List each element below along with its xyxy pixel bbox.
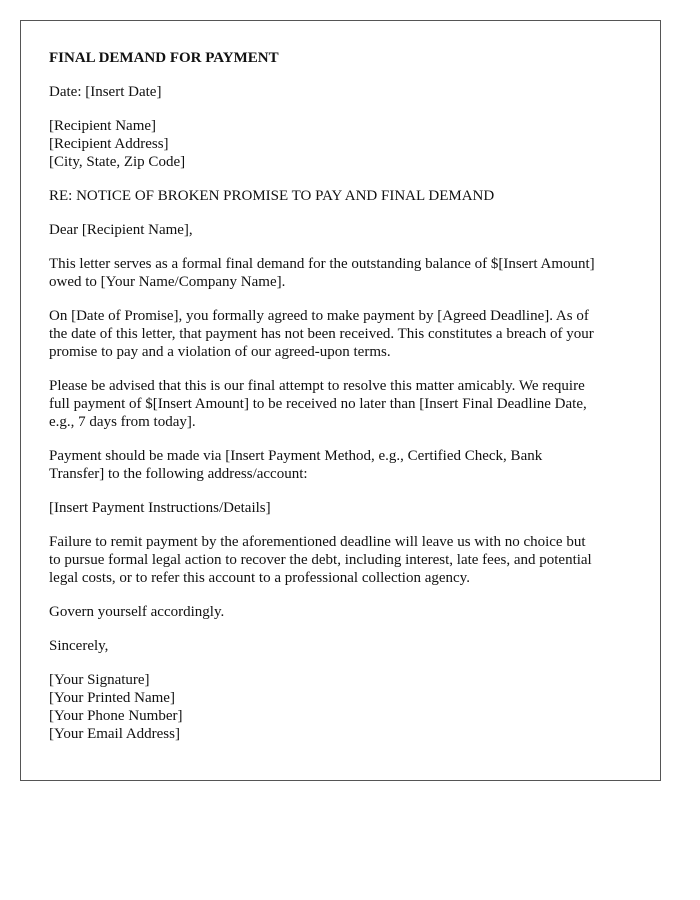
payment-instructions: [Insert Payment Instructions/Details] xyxy=(49,500,271,516)
promise-paragraph: On [Date of Promise], you formally agreed to make payment by [Agreed Deadline]. As of the date of this letter, that payment has not been received. This constitutes a breach of your promise to pay and a violation of our agreed-upon terms. xyxy=(49,308,594,360)
salutation: Dear [Recipient Name], xyxy=(49,222,193,238)
intro-paragraph: This letter serves as a formal final demand for the outstanding balance of $[Insert Amount] owed to [Your Name/Company Name]. xyxy=(49,256,595,290)
final-attempt-paragraph: Please be advised that this is our final attempt to resolve this matter amicably. We require full payment of $[Insert Amount] to be received no later than [Insert Final Deadline Date, e.g., 7 days from today]. xyxy=(49,378,587,430)
letter-title: FINAL DEMAND FOR PAYMENT xyxy=(49,50,279,66)
signature-block: [Your Signature] [Your Printed Name] [Your Phone Number] [Your Email Address] xyxy=(49,672,183,742)
sign-off: Sincerely, xyxy=(49,638,109,654)
subject-line: RE: NOTICE OF BROKEN PROMISE TO PAY AND FINAL DEMAND xyxy=(49,188,495,204)
date-line: Date: [Insert Date] xyxy=(49,84,162,100)
payment-method-paragraph: Payment should be made via [Insert Payment Method, e.g., Certified Check, Bank Transfer] to the following address/account: xyxy=(49,448,543,482)
recipient-address-block: [Recipient Name] [Recipient Address] [City, State, Zip Code] xyxy=(49,118,186,170)
closing-warning: Govern yourself accordingly. xyxy=(49,604,225,620)
consequences-paragraph: Failure to remit payment by the aforementioned deadline will leave us with no choice but to pursue formal legal action to recover the debt, including interest, late fees, and potential legal costs, or to refer this account to a professional collection agency. xyxy=(49,534,592,586)
letter-page xyxy=(20,20,661,781)
